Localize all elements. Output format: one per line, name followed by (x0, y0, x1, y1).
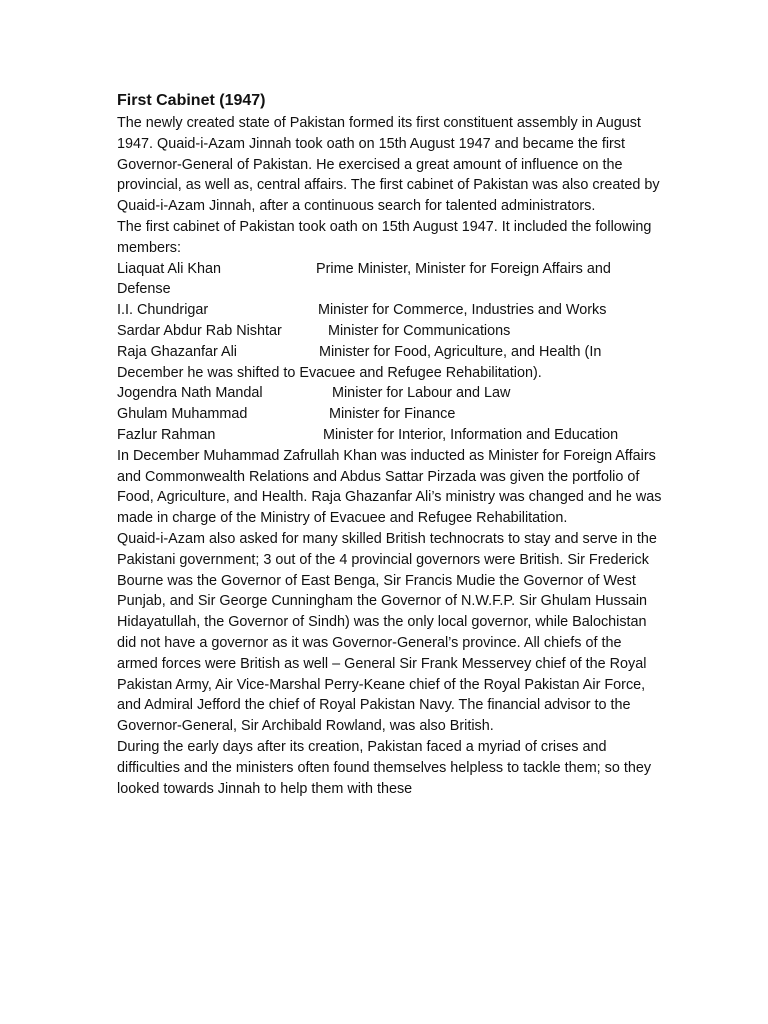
member-role: Prime Minister, Minister for Foreign Affairs and Defense (117, 260, 611, 298)
member-name: Sardar Abdur Rab Nishtar (117, 322, 282, 339)
member-name: Liaquat Ali Khan (117, 260, 222, 277)
list-item (117, 259, 662, 301)
list-item (117, 383, 662, 404)
member-role: Minister for Food, Agriculture, and Health (In December he was shifted to Evacuee and Refugee Rehabilitation). (117, 343, 602, 381)
list-item (117, 321, 662, 342)
december-changes-paragraph: In December Muhammad Zafrullah Khan was inducted as Minister for Foreign Affairs and Commonwealth Relations and Abdus Sattar Pirzada was given the portfolio of Food, Agriculture, and Health. Raja Ghazanfar Ali’s ministry was changed and he was made in charge of the Ministry of Evacuee and Refugee Rehabilitation. (117, 447, 662, 527)
list-item (117, 300, 662, 321)
document-body (117, 90, 662, 799)
member-role: Minister for Communications (328, 322, 511, 339)
member-role: Minister for Commerce, Industries and Works (318, 302, 607, 319)
intro-paragraph: The newly created state of Pakistan formed its first constituent assembly in August 1947. Quaid-i-Azam Jinnah took oath on 15th August 1947 and became the first Governor-General of Pakistan. He exercised a great amount of influence on the provincial, as well as, central affairs. The first cabinet of Pakistan was also created by Quaid-i-Azam Jinnah, after a continuous search for talented administrators. (117, 115, 660, 215)
member-role: Minister for Labour and Law (332, 385, 511, 402)
list-item (117, 342, 662, 384)
member-name: Jogendra Nath Mandal (117, 385, 263, 402)
member-role: Minister for Finance (329, 406, 456, 423)
cabinet-oath-paragraph: The first cabinet of Pakistan took oath on 15th August 1947. It included the following members: (117, 218, 652, 256)
list-item (117, 404, 662, 425)
member-name: Raja Ghazanfar Ali (117, 343, 237, 360)
member-name: Ghulam Muhammad (117, 406, 248, 423)
cabinet-members-list (117, 259, 662, 446)
member-role: Minister for Interior, Information and Education (323, 426, 619, 443)
list-item (117, 425, 662, 446)
member-name: I.I. Chundrigar (117, 302, 209, 319)
early-days-paragraph: During the early days after its creation, Pakistan faced a myriad of crises and difficulties and the ministers often found themselves helpless to tackle them; so they looked towards Jinnah to help them with these (117, 738, 652, 797)
page-title: First Cabinet (1947) (117, 92, 266, 109)
british-technocrats-paragraph: Quaid-i-Azam also asked for many skilled British technocrats to stay and serve in the Pakistani government; 3 out of the 4 provincial governors were British. Sir Frederick Bourne was the Governor of East Benga, Sir Francis Mudie the Governor of West Punjab, and Sir George Cunningham the Governor of N.W.F.P. Sir Ghulam Hussain Hidayatullah, the Governor of Sindh) was the only local governor, while Balochistan did not have a governor as it was Governor-General’s province. All chiefs of the armed forces were British as well – General Sir Frank Messervey chief of the Royal Pakistan Army, Air Vice-Marshal Perry-Keane chief of the Royal Pakistan Air Force, and Admiral Jefford the chief of Royal Pakistan Navy. The financial advisor to the Governor-General, Sir Archibald Rowland, was also British. (117, 530, 657, 735)
member-name: Fazlur Rahman (117, 426, 216, 443)
